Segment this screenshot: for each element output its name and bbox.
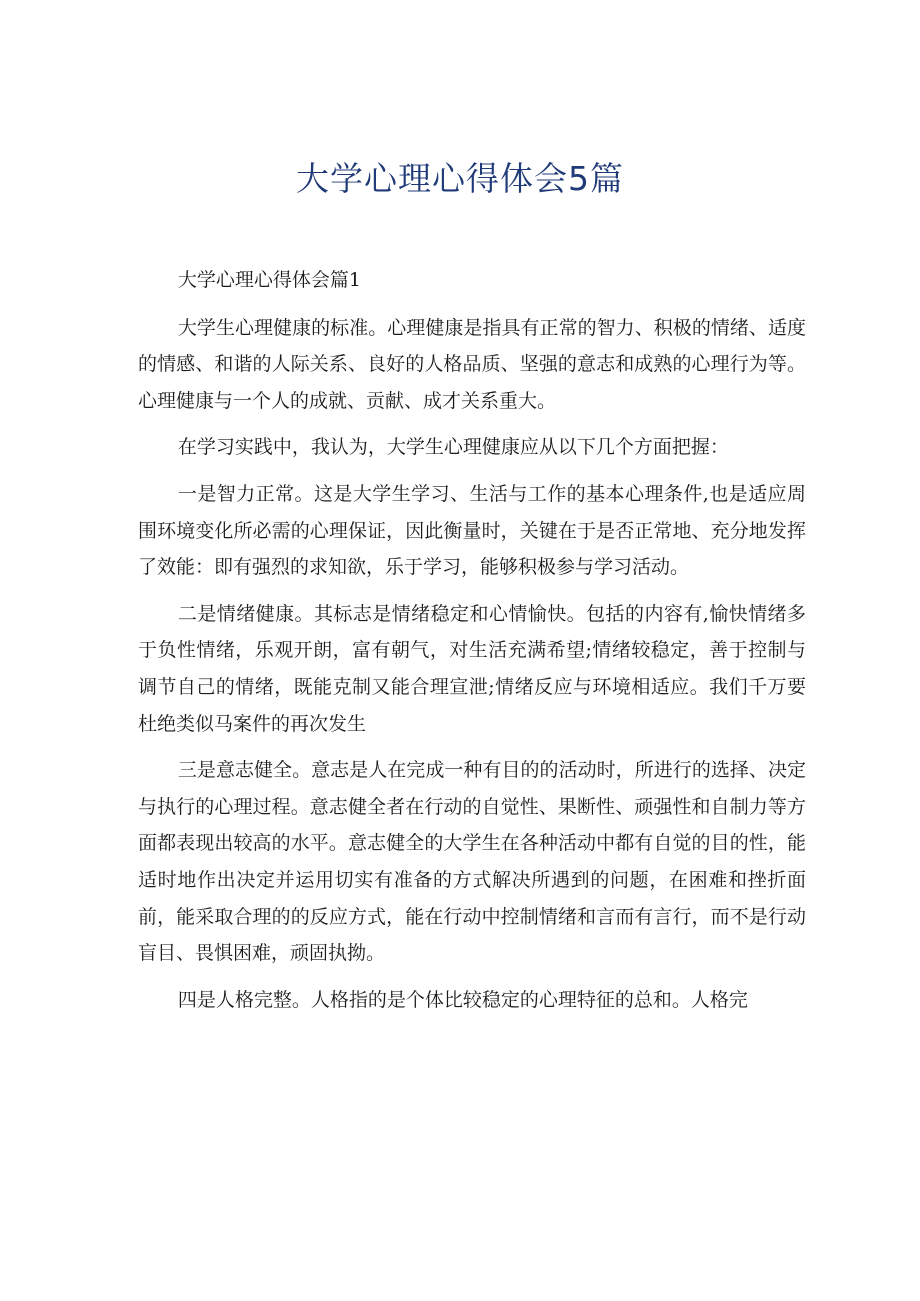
paragraph-complete-personality: 四是人格完整。人格指的是个体比较稳定的心理特征的总和。人格完 <box>177 988 748 1011</box>
section-heading: 大学心理心得体会篇1 <box>177 269 361 291</box>
paragraph-mental-health-standard: 大学生心理健康的标准。心理健康是指具有正常的智力、积极的情绪、适度的情感、和谐的人际关系、良好的人格品质、坚强的意志和成熟的心理行为等。心理健康与一个人的成就、贡献、成才关系重大。 <box>138 316 806 412</box>
paragraph-sound-will: 三是意志健全。意志是人在完成一种有目的的活动时，所进行的选择、决定与执行的心理过程。意志健全者在行动的自觉性、果断性、顽强性和自制力等方面都表现出较高的水平。意志健全的大学生在各种活动中都有自觉的目的性，能适时地作出决定并运用切实有准备的方式解决所遇到的问题，在困难和挫折面前，能采取合理的的反应方式，能在行动中控制情绪和言而有言行，而不是行动盲目、畏惧困难，顽固执拗。 <box>138 759 806 965</box>
paragraph-learning-practice: 在学习实践中，我认为，大学生心理健康应从以下几个方面把握： <box>177 436 729 459</box>
paragraph-normal-intelligence: 一是智力正常。这是大学生学习、生活与工作的基本心理条件,也是适应周围环境变化所必需的心理保证，因此衡量时，关键在于是否正常地、充分地发挥了效能：即有强烈的求知欲，乐于学习，能够积极参与学习活动。 <box>138 482 806 579</box>
document-title: 大学心理心得体会5篇 <box>296 159 624 198</box>
paragraph-emotional-health: 二是情绪健康。其标志是情绪稳定和心情愉快。包括的内容有,愉快情绪多于负性情绪，乐观开朗，富有朝气，对生活充满希望;情绪较稳定，善于控制与调节自己的情绪，既能克制又能合理宣泄;情绪反应与环境相适应。我们千万要杜绝类似马案件的再次发生 <box>138 602 806 735</box>
document-body <box>138 262 806 1028</box>
